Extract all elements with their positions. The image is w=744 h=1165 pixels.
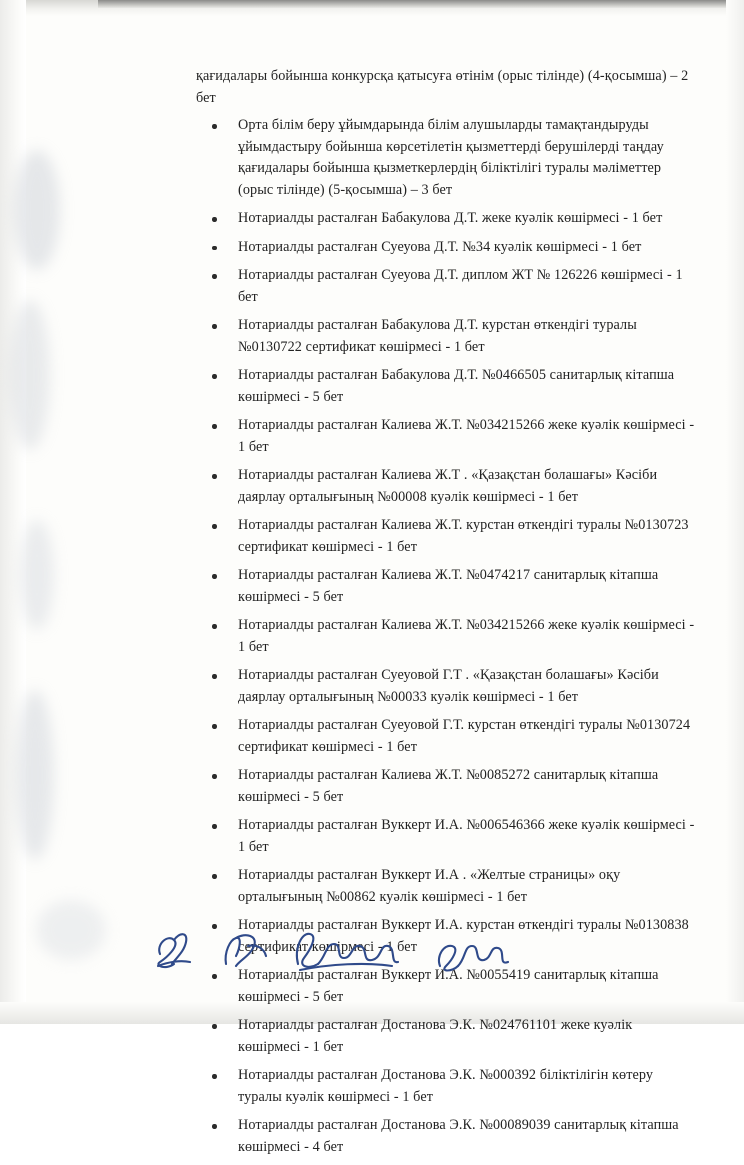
document-text-body — [196, 66, 696, 1165]
list-item: Нотариалды расталған Калиева Ж.Т. №0085272 санитарлық кітапша көшірмесі - 5 бет — [196, 765, 696, 808]
list-item: Нотариалды расталған Суеуова Д.Т. диплом ЖТ № 126226 көшірмесі - 1 бет — [196, 265, 696, 308]
list-item: Нотариалды расталған Суеуова Д.Т. №34 куәлік көшірмесі - 1 бет — [196, 237, 696, 259]
scan-artifact-smudge — [16, 690, 54, 860]
page-right-edge — [726, 0, 744, 1024]
page-top-dark-edge — [98, 0, 744, 8]
list-item: Орта білім беру ұйымдарында білім алушыларды тамақтандыруды ұйымдастыру бойынша көрсетілетін қызметтерді берушілерді таңдау қағидалары бойынша қызметкерлердің біліктілігі туралы мәліметтер (орыс тілінде) (5-қосымша) – 3 бет — [196, 115, 696, 201]
list-item: Нотариалды расталған Суеуовой Г.Т . «Қазақстан болашағы» Кәсіби даярлау орталығының №00033 куәлік көшірмесі - 1 бет — [196, 665, 696, 708]
list-item: Нотариалды расталған Вуккерт И.А. курстан өткендігі туралы №0130838 сертификат көшірмесі - 1 бет — [196, 915, 696, 958]
signature-block — [140, 918, 570, 998]
list-item: Нотариалды расталған Вуккерт И.А. №0055419 санитарлық кітапша көшірмесі - 5 бет — [196, 965, 696, 1008]
page-left-edge — [0, 0, 26, 1024]
list-item: Нотариалды расталған Достанова Э.К. №000392 біліктілігін көтеру туралы куәлік көшірмесі - 1 бет — [196, 1065, 696, 1108]
list-item: Нотариалды расталған Бабакулова Д.Т. курстан өткендігі туралы №0130722 сертификат көшірмесі - 1 бет — [196, 315, 696, 358]
list-item: Нотариалды расталған Достанова Э.К. №024761101 жеке куәлік көшірмесі - 1 бет — [196, 1015, 696, 1058]
attachment-list — [196, 115, 696, 1158]
lead-paragraph: қағидалары бойынша конкурсқа қатысуға өтінім (орыс тілінде) (4-қосымша) – 2 бет — [196, 68, 689, 106]
list-item: Нотариалды расталған Бабакулова Д.Т. №0466505 санитарлық кітапша көшірмесі - 5 бет — [196, 365, 696, 408]
list-item: Нотариалды расталған Калиева Ж.Т. курстан өткендігі туралы №0130723 сертификат көшірмесі - 1 бет — [196, 515, 696, 558]
list-item: Нотариалды расталған Вуккерт И.А . «Желтые страницы» оқу орталығының №00862 куәлік көшірмесі - 1 бет — [196, 865, 696, 908]
list-item: Нотариалды расталған Калиева Ж.Т. №0474217 санитарлық кітапша көшірмесі - 5 бет — [196, 565, 696, 608]
list-item: Нотариалды расталған Калиева Ж.Т . «Қазақстан болашағы» Кәсіби даярлау орталығының №00008 куәлік көшірмесі - 1 бет — [196, 465, 696, 508]
scan-artifact-smudge — [20, 520, 54, 630]
list-item: Нотариалды расталған Суеуовой Г.Т. курстан өткендігі туралы №0130724 сертификат көшірмесі - 1 бет — [196, 715, 696, 758]
list-item: Нотариалды расталған Калиева Ж.Т. №034215266 жеке куәлік көшірмесі - 1 бет — [196, 615, 696, 658]
list-item: Нотариалды расталған Достанова Э.К. №00089039 санитарлық кітапша көшірмесі - 4 бет — [196, 1115, 696, 1158]
handwritten-signatures-icon — [140, 918, 570, 998]
list-item: Нотариалды расталған Вуккерт И.А. №006546366 жеке куәлік көшірмесі - 1 бет — [196, 815, 696, 858]
scan-artifact-smudge — [14, 150, 60, 270]
list-item: Нотариалды расталған Бабакулова Д.Т. жеке куәлік көшірмесі - 1 бет — [196, 208, 696, 230]
scan-artifact-smudge — [36, 900, 106, 960]
scan-artifact-smudge — [10, 300, 50, 450]
list-item: Нотариалды расталған Калиева Ж.Т. №034215266 жеке куәлік көшірмесі - 1 бет — [196, 415, 696, 458]
